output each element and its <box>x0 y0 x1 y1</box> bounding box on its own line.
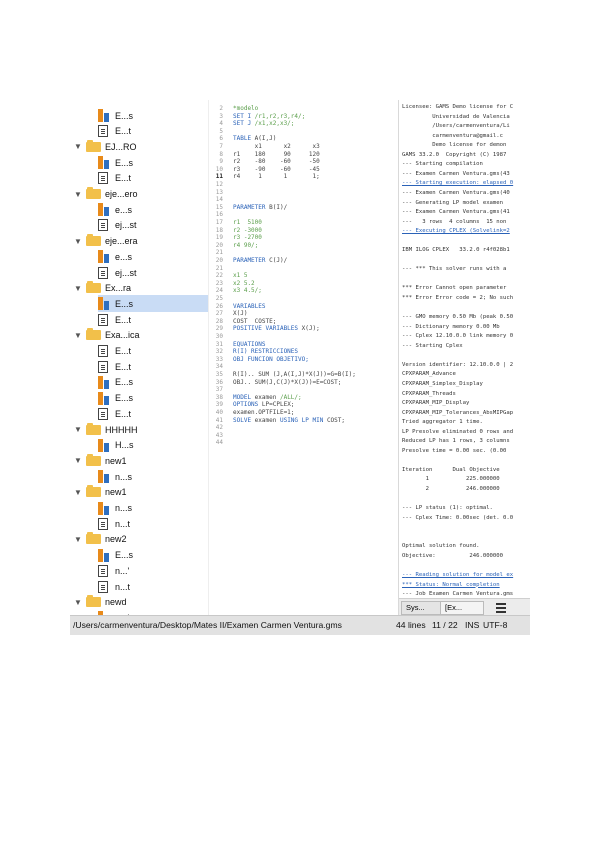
line-number: 43 <box>215 431 223 439</box>
insert-mode: INS <box>465 620 480 630</box>
code-token: x3 4.5/; <box>233 287 262 295</box>
text-file-icon <box>98 408 108 420</box>
file-item[interactable] <box>98 437 208 454</box>
log-line: Objective: 246.000000 <box>402 552 504 559</box>
tree-item-label: e...s <box>115 251 133 262</box>
log-line: Tried aggregator 1 time. <box>402 419 483 426</box>
tree-item-label: n...t <box>115 581 131 592</box>
file-item[interactable] <box>98 405 208 422</box>
gams-file-icon <box>98 203 109 216</box>
folder-item[interactable] <box>74 531 208 548</box>
code-token: SET I <box>233 112 252 120</box>
folder-icon <box>86 283 101 293</box>
line-number: 25 <box>215 295 223 302</box>
encoding: UTF-8 <box>483 620 508 630</box>
line-number: 17 <box>215 219 223 226</box>
text-file-icon <box>98 345 108 357</box>
file-item[interactable] <box>98 170 208 187</box>
gams-file-icon <box>98 502 109 515</box>
code-token: r2 -80 -60 -50 <box>233 158 320 166</box>
line-number: 4 <box>219 120 223 128</box>
folder-item[interactable] <box>74 138 208 155</box>
code-token: r3 -2700 <box>233 234 262 242</box>
tree-item-label: ej...st <box>115 267 137 278</box>
gams-studio-window <box>70 100 530 635</box>
code-editor[interactable] <box>208 100 399 615</box>
code-token: OBJ.. SUM(J,C(J)*X(J))=E=COST; <box>233 378 342 386</box>
line-number: 33 <box>215 355 223 363</box>
cursor-position: 11 / 22 <box>432 620 458 630</box>
code-token: r4 1 1 1; <box>233 173 320 181</box>
line-number: 20 <box>215 257 223 264</box>
folder-icon <box>86 534 101 544</box>
tree-item-label: E...t <box>115 361 132 372</box>
log-line: --- Cplex 12.10.0.0 link memory 0 <box>402 333 514 340</box>
tree-item-label: eje...ero <box>105 189 138 199</box>
code-token: PARAMETER <box>233 203 266 211</box>
code-token: x2 5.2 <box>233 279 255 287</box>
code-token: r2 -3000 <box>233 226 262 234</box>
hamburger-icon[interactable] <box>494 602 508 613</box>
line-number: 38 <box>215 393 223 401</box>
gams-file-icon <box>98 392 109 405</box>
code-token: examen <box>251 393 280 401</box>
log-line: LP Presolve eliminated 0 rows and <box>402 428 514 435</box>
line-number: 44 <box>215 439 223 447</box>
line-number: 42 <box>215 424 223 432</box>
line-number: 34 <box>215 363 223 371</box>
code-token: EQUATIONS <box>233 340 266 348</box>
line-number: 21 <box>215 264 223 272</box>
text-file-icon <box>98 267 108 279</box>
file-item[interactable] <box>98 123 208 140</box>
line-number: 11 <box>215 173 223 181</box>
code-token: LP=CPLEX; <box>258 401 295 409</box>
log-line: Iteration Dual Objective <box>402 466 500 473</box>
line-number: 9 <box>219 158 223 166</box>
code-token: OBJ FUNCION OBJETIVO; <box>233 355 309 363</box>
code-token: B(I)/ <box>265 203 288 211</box>
tree-item-label: EJ...RO <box>105 141 137 152</box>
line-number: 18 <box>215 226 223 234</box>
tree-item-label: ej...st <box>115 220 137 231</box>
tree-item-label: E...s <box>115 298 134 309</box>
file-item[interactable] <box>98 201 208 218</box>
line-number: 35 <box>215 371 223 378</box>
gams-file-icon <box>98 439 109 452</box>
log-line: Demo license for demon <box>402 142 507 149</box>
folder-icon <box>86 456 101 466</box>
line-number: 13 <box>215 188 223 196</box>
line-number: 24 <box>215 287 223 295</box>
chevron-down-icon[interactable]: ▼ <box>74 456 82 466</box>
gams-file-icon <box>98 109 109 122</box>
log-line: GAMS 33.2.0 Copyright (C) 1987 <box>402 151 507 158</box>
file-item[interactable] <box>98 562 208 579</box>
tree-item-label: Exa...ica <box>105 330 140 341</box>
folder-item[interactable] <box>74 280 208 297</box>
log-line: IBM ILOG CPLEX 33.2.0 r4f028b1 <box>402 247 510 254</box>
folder-icon <box>86 487 101 497</box>
code-token: SET J <box>233 120 252 128</box>
code-token: OPTIONS <box>233 401 259 409</box>
line-number: 21 <box>215 249 223 257</box>
status-bar <box>70 615 530 635</box>
log-tab-bar <box>399 598 530 615</box>
code-token: PARAMETER <box>233 257 266 264</box>
folder-icon <box>86 597 101 607</box>
log-line: CPXPARAM_MIP_Display <box>402 400 470 407</box>
tree-item-label: n...' <box>115 565 130 576</box>
chevron-down-icon[interactable]: ▼ <box>74 236 82 246</box>
log-line: Licensee: GAMS Demo license for C <box>402 104 514 110</box>
log-line: CPXPARAM_Advance <box>402 371 456 378</box>
code-token: examen <box>251 416 280 424</box>
line-number: 5 <box>219 127 223 135</box>
line-number: 27 <box>215 310 223 318</box>
line-number: 32 <box>215 348 223 356</box>
folder-icon <box>86 142 101 152</box>
folder-item[interactable] <box>74 421 208 438</box>
line-number: 22 <box>215 272 223 280</box>
chevron-down-icon[interactable]: ▼ <box>74 534 82 544</box>
file-item[interactable] <box>98 390 208 407</box>
tree-item-label: E...s <box>115 550 134 561</box>
chevron-down-icon[interactable]: ▼ <box>74 597 82 607</box>
log-line: CPXPARAM_Simplex_Display <box>402 380 483 387</box>
tree-item-label: Ex...ra <box>105 283 132 294</box>
file-item[interactable] <box>98 500 208 517</box>
log-line: /Users/carmenventura/Li <box>402 123 510 130</box>
line-number: 12 <box>215 181 223 188</box>
tree-item-label: E...s <box>115 110 134 121</box>
log-line: --- Examen Carmen Ventura.gms(43 <box>402 170 510 177</box>
folder-icon <box>86 189 101 199</box>
text-file-icon <box>98 581 108 593</box>
project-explorer[interactable] <box>70 100 208 615</box>
gams-file-icon <box>98 156 109 169</box>
process-log[interactable] <box>399 100 530 598</box>
log-line: *** Error Cannot open parameter <box>402 285 507 292</box>
line-number: 19 <box>215 234 223 242</box>
line-number: 30 <box>215 333 223 340</box>
folder-icon <box>86 330 101 340</box>
log-line: --- Starting compilation <box>402 161 483 168</box>
folder-icon <box>86 425 101 435</box>
code-token: R(I).. SUM (J,A(I,J)*X(J))=G=B(I); <box>233 371 356 378</box>
log-line: --- Examen Carmen Ventura.gms(40 <box>402 189 510 196</box>
line-count: 44 lines <box>396 620 426 630</box>
file-item[interactable] <box>98 248 208 265</box>
code-token: A(I,J) <box>251 135 277 143</box>
folder-item[interactable] <box>74 327 208 344</box>
chevron-down-icon[interactable]: ▼ <box>74 142 82 152</box>
tree-item-label: E...s <box>115 393 134 404</box>
log-line: 2 246.000000 <box>402 486 500 492</box>
tree-item-label: n...s <box>115 471 133 482</box>
code-token: POSITIVE VARIABLES <box>233 325 299 333</box>
tab-system[interactable]: Sys... <box>401 601 445 615</box>
line-number: 2 <box>219 105 223 112</box>
folder-item[interactable] <box>74 186 208 203</box>
tree-item-label: E...t <box>115 314 132 325</box>
file-item[interactable] <box>98 154 208 171</box>
line-number: 41 <box>215 416 223 424</box>
log-line: Universidad de Valencia <box>402 113 510 120</box>
log-line: CPXPARAM_MIP_Tolerances_AbsMIPGap <box>402 409 514 416</box>
file-item[interactable] <box>98 515 208 532</box>
file-item[interactable] <box>98 358 208 375</box>
chevron-down-icon[interactable]: ▼ <box>74 283 82 293</box>
line-number: 20 <box>215 241 223 249</box>
chevron-down-icon[interactable]: ▼ <box>74 330 82 340</box>
code-token: /ALL/; <box>279 393 302 401</box>
log-line: --- Examen Carmen Ventura.gms(41 <box>402 209 510 216</box>
line-number: 14 <box>215 196 223 204</box>
folder-item[interactable] <box>74 452 208 469</box>
file-item[interactable] <box>98 217 208 234</box>
log-line: Optimal solution found. <box>402 543 480 550</box>
line-number: 29 <box>215 325 223 333</box>
code-token: SOLVE <box>233 416 252 424</box>
chevron-down-icon[interactable]: ▼ <box>74 487 82 497</box>
code-line[interactable] <box>209 438 233 447</box>
line-number: 8 <box>219 150 223 158</box>
code-token: R(I) RESTRICCIONES <box>233 348 299 356</box>
tree-item-label: H...s <box>115 440 134 451</box>
code-token: x1 5 <box>233 272 248 280</box>
code-token: examen.OPTFILE=1; <box>233 409 295 416</box>
log-line: --- Starting Cplex <box>402 342 463 349</box>
file-item[interactable] <box>98 107 208 124</box>
code-token: COST; <box>323 416 346 424</box>
file-item[interactable] <box>98 295 208 312</box>
folder-icon <box>86 236 101 246</box>
tree-item-label: new2 <box>105 534 127 545</box>
gams-file-icon <box>98 250 109 263</box>
log-line: Presolve time = 0.00 sec. (0.00 <box>402 447 507 454</box>
tree-item-label: n...t <box>115 518 131 529</box>
log-line: --- LP status (1): optimal. <box>402 505 493 512</box>
chevron-down-icon[interactable]: ▼ <box>74 189 82 199</box>
line-number: 40 <box>215 409 223 416</box>
code-token: X(J); <box>298 325 320 333</box>
code-token: r4 90/; <box>233 241 259 249</box>
file-item[interactable] <box>98 374 208 391</box>
tree-item-label: new1 <box>105 487 127 498</box>
line-number: 23 <box>215 279 223 287</box>
line-number: 26 <box>215 302 223 310</box>
text-file-icon <box>98 518 108 530</box>
code-token: x1 x2 x3 <box>233 143 320 150</box>
tree-item-label: E...t <box>115 173 132 184</box>
gams-file-icon <box>98 376 109 389</box>
line-number: 3 <box>219 112 223 120</box>
code-token: COST COSTE; <box>233 317 277 325</box>
folder-item[interactable] <box>74 233 208 250</box>
log-line: --- 3 rows 4 columns 15 non <box>402 218 507 225</box>
tree-item-label: eje...era <box>105 236 138 247</box>
log-line: Reduced LP has 1 rows, 3 columns <box>402 438 510 445</box>
code-token: VARIABLES <box>233 302 266 310</box>
gams-file-icon <box>98 470 109 483</box>
tree-item-label: new1 <box>105 455 127 466</box>
log-line: --- Generating LP model examen <box>402 199 504 206</box>
tree-item-label: e...s <box>115 204 133 215</box>
line-number: 10 <box>215 165 223 173</box>
log-line: CPXPARAM_Threads <box>402 390 456 397</box>
tree-item-label: newd <box>105 597 127 608</box>
gams-file-icon <box>98 549 109 562</box>
code-token: r1 180 90 120 <box>233 150 320 158</box>
line-number: 6 <box>219 135 223 143</box>
tree-item-label: E...t <box>115 126 132 137</box>
text-file-icon <box>98 125 108 137</box>
log-line: --- Cplex Time: 0.00sec (det. 0.0 <box>402 514 514 521</box>
log-link[interactable]: --- Reading solution for model ex <box>402 571 514 578</box>
line-number: 15 <box>215 203 223 211</box>
tree-item-label: n...s <box>115 503 133 513</box>
text-file-icon <box>98 361 108 373</box>
code-token: TABLE <box>233 135 252 143</box>
code-token: MODEL <box>233 393 252 401</box>
file-item[interactable] <box>98 578 208 595</box>
file-item[interactable] <box>98 547 208 564</box>
file-item[interactable] <box>98 468 208 485</box>
folder-item[interactable] <box>74 594 208 611</box>
line-number: 7 <box>219 143 223 150</box>
tree-item-label: E...s <box>115 377 134 388</box>
log-line: --- GMO memory 0.50 Mb (peak 0.50 <box>402 314 514 321</box>
file-item[interactable] <box>98 264 208 281</box>
text-file-icon <box>98 314 108 326</box>
text-file-icon <box>98 565 108 577</box>
code-token: C(J)/ <box>265 257 288 264</box>
file-item[interactable] <box>98 343 208 360</box>
line-number: 37 <box>215 386 223 394</box>
file-item[interactable] <box>98 311 208 328</box>
tree-item-label: E...t <box>115 346 132 356</box>
log-line: --- *** This solver runs with a <box>402 266 507 273</box>
code-token: *modelo <box>233 105 259 112</box>
code-token: r1 5100 <box>233 219 262 226</box>
file-path: /Users/carmenventura/Desktop/Mates II/Examen Carmen Ventura.gms <box>73 620 342 630</box>
line-number: 36 <box>215 378 223 386</box>
text-file-icon <box>98 172 108 184</box>
folder-item[interactable] <box>74 484 208 501</box>
code-token: USING LP MIN <box>279 416 324 424</box>
code-token: r3 -90 -60 -45 <box>233 165 320 173</box>
line-number: 16 <box>215 211 223 219</box>
chevron-down-icon[interactable]: ▼ <box>74 425 82 434</box>
log-link[interactable]: --- Starting execution: elapsed 0 <box>402 180 514 187</box>
code-token: /r1,r2,r3,r4/; <box>251 112 306 120</box>
line-number: 28 <box>215 317 223 325</box>
log-line: carmenventura@gmail.c <box>402 132 504 139</box>
tree-item-label: E...t <box>115 408 132 419</box>
tab-examen-log[interactable]: [Ex... <box>440 601 484 615</box>
line-number: 31 <box>215 340 223 348</box>
log-line: *** Error Error code = 2; No such <box>402 295 514 301</box>
log-link[interactable]: --- Executing CPLEX (Solvelink=2 <box>402 228 510 235</box>
text-file-icon <box>98 219 108 231</box>
log-link[interactable]: *** Status: Normal completion <box>402 581 500 588</box>
code-token: /x1,x2,x3/; <box>251 120 295 128</box>
gams-file-icon <box>98 297 109 310</box>
tree-item-label: HHHHH <box>105 424 138 435</box>
log-line: --- Dictionary memory 0.00 Mb <box>402 323 500 330</box>
code-token: X(J) <box>233 310 248 318</box>
log-line: --- Job Examen Carmen Ventura.gms <box>402 591 514 598</box>
log-line: Version identifier: 12.10.0.0 | 2 <box>402 361 514 368</box>
tree-item-label: E...s <box>115 157 134 168</box>
log-line: 1 225.000000 <box>402 476 500 483</box>
line-number: 39 <box>215 401 223 409</box>
